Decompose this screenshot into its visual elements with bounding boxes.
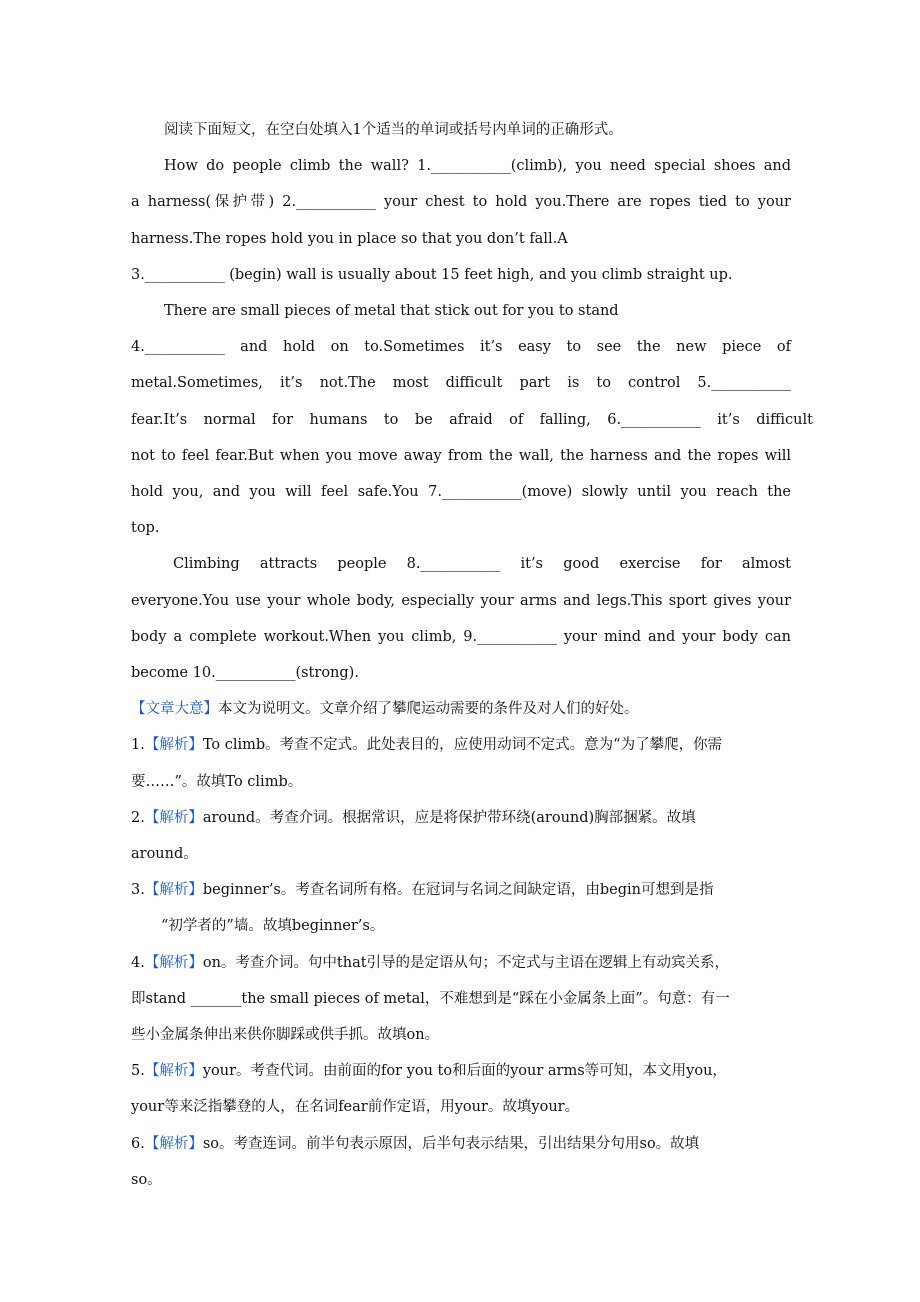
- answer-text: beginner’s。考查名词所有格。在冠词与名词之间缺定语，由begin可想到是指: [202, 882, 714, 899]
- answer-5: [131, 1053, 791, 1089]
- passage-line: hold you, and you will feel safe.You 7.___________(move) slowly until you reach the: [131, 484, 791, 501]
- answer-number: 6.: [131, 1135, 145, 1152]
- answer-3-cont: “初学者的”墙。故填beginner’s。: [161, 918, 385, 935]
- answer-text: your。考查代词。由前面的for you to和后面的your arms等可知，本文用you，: [202, 1063, 727, 1080]
- answer-number: 3.: [131, 882, 145, 899]
- summary-text: 本文为说明文。文章介绍了攀爬运动需要的条件及对人们的好处。: [218, 701, 639, 718]
- passage-line: body a complete workout.When you climb, 9.___________ your mind and your body can: [131, 628, 791, 645]
- passage-line: not to feel fear.But when you move away from the wall, the harness and the ropes will: [131, 447, 791, 464]
- passage-line: a harness(保护带) 2.___________ your chest to hold you.There are ropes tied to your: [131, 194, 791, 211]
- answer-number: 5.: [131, 1063, 145, 1080]
- answer-6-cont: so。: [131, 1171, 162, 1188]
- document-page: [131, 112, 813, 1198]
- answer-tag: 【解析】: [144, 809, 203, 826]
- passage-line: metal.Sometimes, it’s not.The most difficult part is to control 5.___________: [131, 375, 791, 392]
- answer-5-cont: your等来泛指攀登的人，在名词fear前作定语，用your。故填your。: [131, 1099, 580, 1116]
- answer-1: [131, 727, 791, 763]
- passage-line: There are small pieces of metal that stick out for you to stand: [164, 303, 619, 320]
- passage-line: fear.It’s normal for humans to be afraid of falling, 6.___________ it’s difficult: [131, 411, 813, 428]
- summary-tag: 【文章大意】: [131, 701, 218, 718]
- answer-text: on。考查介词。句中that引导的是定语从句；不定式与主语在逻辑上有动宾关系，: [202, 954, 730, 971]
- passage-line: 3.___________ (begin) wall is usually about 15 feet high, and you climb straight up.: [131, 266, 733, 283]
- answer-2: [131, 800, 791, 836]
- answer-number: 4.: [131, 954, 145, 971]
- answer-number: 1.: [131, 737, 145, 754]
- answer-tag: 【解析】: [144, 954, 203, 971]
- answer-6: [131, 1126, 791, 1162]
- answer-tag: 【解析】: [144, 737, 203, 754]
- answer-text: around。考查介词。根据常识，应是将保护带环绕(around)胸部捆紧。故填: [202, 809, 696, 826]
- answer-4: [131, 945, 791, 981]
- answer-4-cont: 些小金属条伸出来供你脚踩或供手抓。故填on。: [131, 1027, 440, 1044]
- answer-text: so。考查连词。前半句表示原因，后半句表示结果，引出结果分句用so。故填: [202, 1135, 700, 1152]
- passage-line: How do people climb the wall? 1.___________(climb), you need special shoes and: [164, 158, 791, 175]
- passage-line: everyone.You use your whole body, especially your arms and legs.This sport gives your: [131, 592, 791, 609]
- answer-1-cont: 要……”。故填To climb。: [131, 773, 303, 790]
- passage-line: Climbing attracts people 8.___________ it’s good exercise for almost: [173, 556, 791, 573]
- answer-number: 2.: [131, 809, 145, 826]
- answer-tag: 【解析】: [144, 1063, 203, 1080]
- passage-line: become 10.___________(strong).: [131, 665, 359, 682]
- answer-2-cont: around。: [131, 846, 198, 863]
- answer-4-cont: 即stand _______the small pieces of metal，不难想到是“踩在小金属条上面”。句意：有一: [131, 990, 730, 1007]
- instruction: 阅读下面短文，在空白处填入1个适当的单词或括号内单词的正确形式。: [164, 122, 623, 138]
- passage-line: harness.The ropes hold you in place so that you don’t fall.A: [131, 230, 568, 247]
- passage-line: top.: [131, 520, 160, 537]
- answer-tag: 【解析】: [144, 1135, 203, 1152]
- answer-text: To climb。考查不定式。此处表目的，应使用动词不定式。意为“为了攀爬，你需: [202, 737, 723, 754]
- answer-tag: 【解析】: [144, 882, 203, 899]
- passage-line: 4.___________ and hold on to.Sometimes it’s easy to see the new piece of: [131, 339, 791, 356]
- summary: [131, 691, 791, 727]
- answer-3: [131, 872, 791, 908]
